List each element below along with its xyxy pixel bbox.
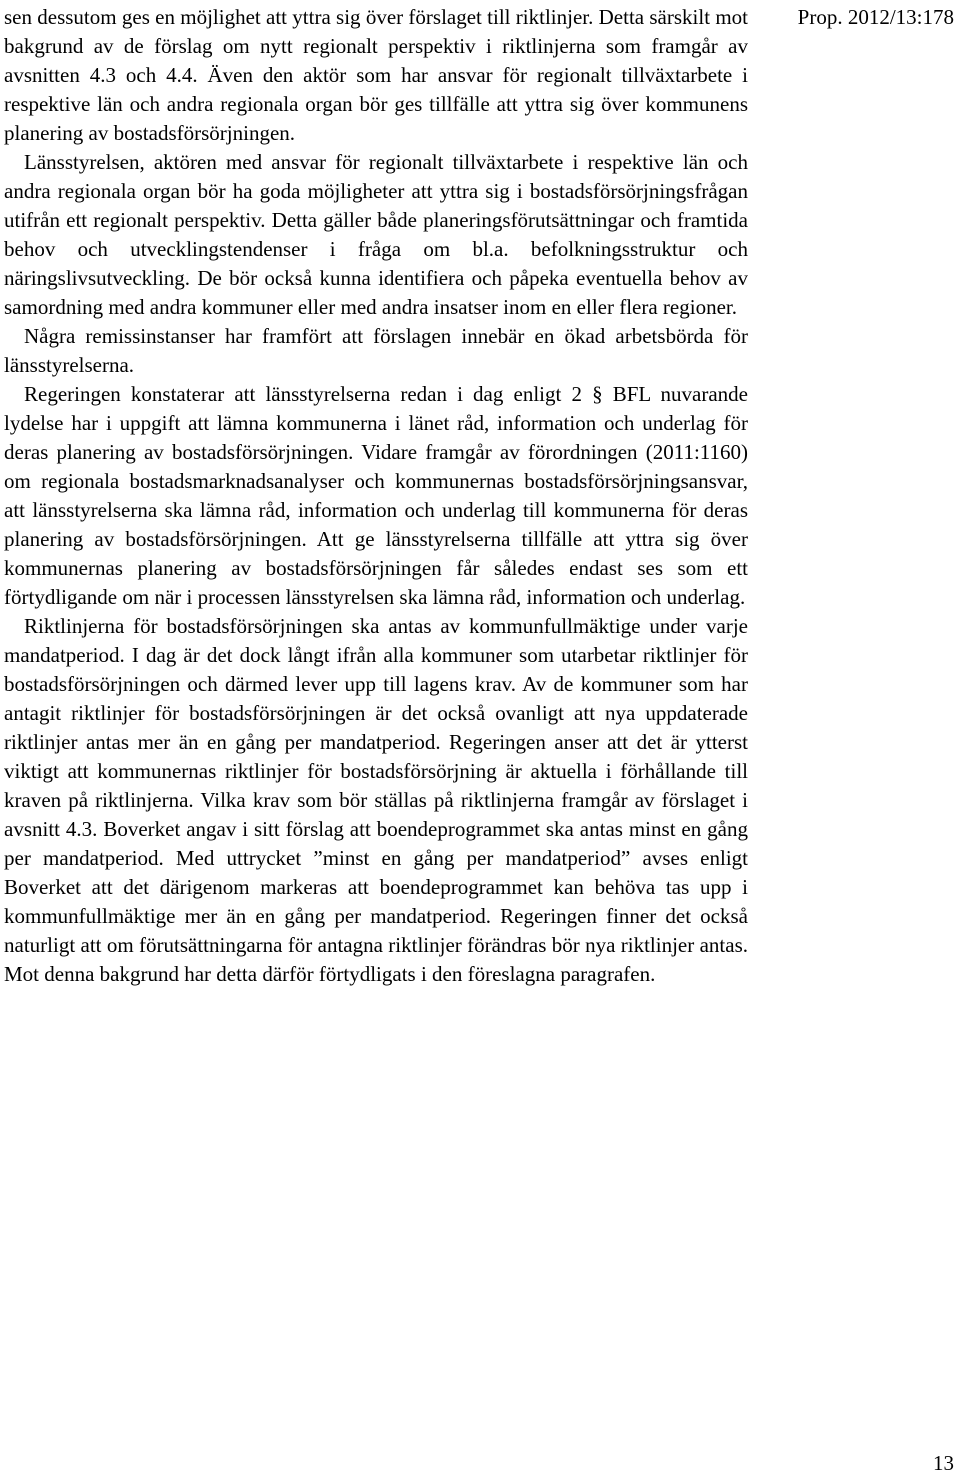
paragraph-1: sen dessutom ges en möjlighet att yttra sig över förslaget till riktlinjer. Detta särskilt mot bakgrund av de förslag om nytt regionalt perspektiv i riktlinjerna som framgår av avsnitten 4.3 och 4.4. Även den aktör som har ansvar för regionalt tillväxtarbete i respektive län och andra regionala organ bör ges tillfälle att yttra sig över kommunens planering av bostadsförsörjningen. [4, 5, 748, 145]
paragraph-3: Några remissinstanser har framfört att förslagen innebär en ökad arbetsbörda för länsstyrelserna. [4, 324, 748, 377]
body-text [4, 3, 748, 989]
document-reference: Prop. 2012/13:178 [797, 5, 954, 29]
paragraph-5: Riktlinjerna för bostadsförsörjningen ska antas av kommunfullmäktige under varje mandatperiod. I dag är det dock långt ifrån alla kommuner som utarbetar riktlinjer för bostadsförsörjningen och därmed lever upp till lagens krav. Av de kommuner som har antagit riktlinjer för bostadsförsörjningen är det också ovanligt att nya uppdaterade riktlinjer antas mer än en gång per mandatperiod. Regeringen anser att det är ytterst viktigt att kommunernas riktlinjer för bostadsförsörjning är aktuella i förhållande till kraven på riktlinjerna. Vilka krav som bör ställas på riktlinjerna framgår av förslaget i avsnitt 4.3. Boverket angav i sitt förslag att boendeprogrammet ska antas minst en gång per mandatperiod. Med uttrycket ”minst en gång per mandatperiod” avses enligt Boverket att det därigenom markeras att boendeprogrammet kan behöva tas upp i kommunfullmäktige mer än en gång per mandatperiod. Regeringen finner det också naturligt att om förutsättningarna för antagna riktlinjer förändras bör nya riktlinjer antas. Mot denna bakgrund har detta därför förtydligats i den föreslagna paragrafen. [4, 614, 748, 986]
paragraph-2: Länsstyrelsen, aktören med ansvar för regionalt tillväxtarbete i respektive län och andra regionala organ bör ha goda möjligheter att yttra sig i bostadsförsörjningsfrågan utifrån ett regionalt perspektiv. Detta gäller både planeringsförutsättningar och framtida behov och utvecklingstendenser i fråga om bl.a. befolkningsstruktur och näringslivsutveckling. De bör också kunna identifiera och påpeka eventuella behov av samordning med andra kommuner eller med andra insatser inom en eller flera regioner. [4, 150, 748, 319]
page-number: 13 [933, 1451, 954, 1475]
paragraph-4: Regeringen konstaterar att länsstyrelserna redan i dag enligt 2 § BFL nuvarande lydelse har i uppgift att lämna kommunerna i länet råd, information och underlag för deras planering av bostadsförsörjningen. Vidare framgår av förordningen (2011:1160) om regionala bostadsmarknadsanalyser och kommunernas bostadsförsörjningsansvar, att länsstyrelserna ska lämna råd, information och underlag till kommunerna för deras planering av bostadsförsörjningen. Att ge länsstyrelserna tillfälle att yttra sig över kommunernas planering av bostadsförsörjningen får således endast ses som ett förtydligande om när i processen länsstyrelsen ska lämna råd, information och underlag. [4, 382, 748, 609]
